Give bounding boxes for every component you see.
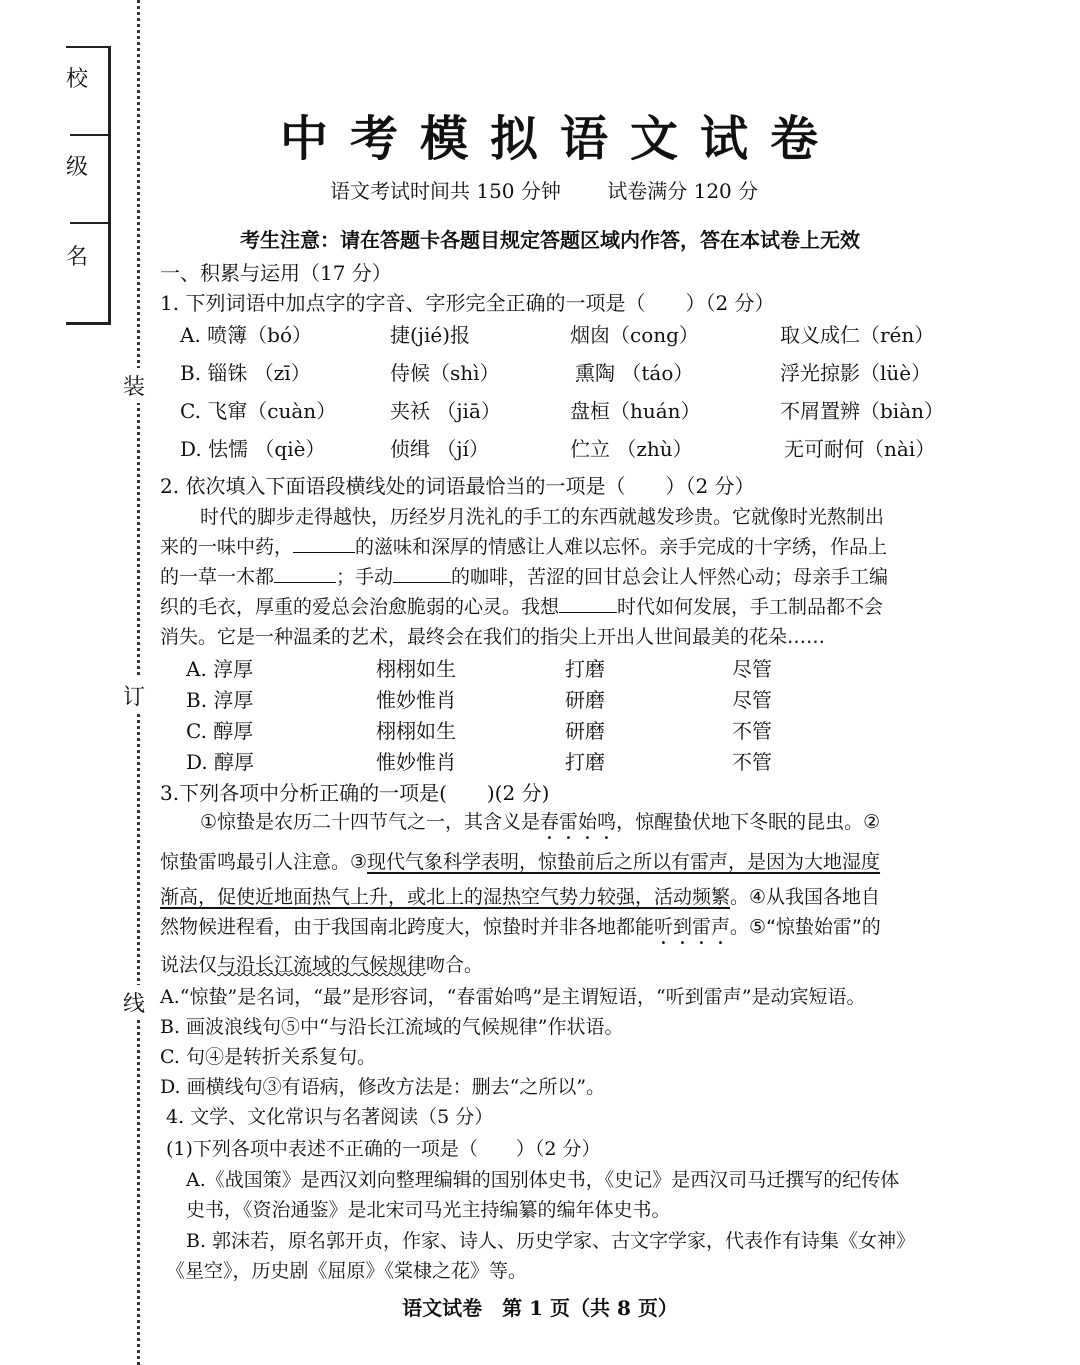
- q4-option-a-line: 史书，《资治通鉴》是北宋司马光主持编纂的编年体史书。: [186, 1199, 671, 1221]
- q3-text: 惊蛰雷鸣最引人注意。③: [160, 851, 368, 873]
- q2-option-a-1: A. 淳厚: [186, 657, 254, 681]
- q4-sub1-stem: (1)下列各项中表述不正确的一项是（ ）（2 分）: [166, 1138, 601, 1160]
- q3-passage-line: [160, 847, 880, 874]
- q3-option-c: C. 句④是转折关系复句。: [160, 1046, 376, 1068]
- q2-option-c-1: C. 醇厚: [186, 719, 254, 743]
- q3-text: 然物候进程看，由于我国南北跨度大，惊蛰时并非各地都能: [160, 916, 655, 938]
- q2-text: 的滋味和深厚的情感让人难以忘怀。亲手完成的十字绣，作品上: [355, 536, 888, 558]
- q3-underlined-sentence: 渐高，促使近地面热气上升，或北上的湿热空气势力较强，活动频繁: [160, 886, 731, 908]
- q2-text: 来的一味中药，: [160, 536, 294, 558]
- exam-notice: 考生注意：请在答题卡各题目规定答题区域内作答，答在本试卷上无效: [240, 228, 860, 252]
- q2-option-b-3: 研磨: [565, 688, 605, 712]
- q2-passage-line: [160, 532, 887, 559]
- q2-option-b-1: B. 淳厚: [186, 688, 254, 712]
- q1-option-c-2: 夹袄 （jiā）: [390, 399, 501, 423]
- q1-option-d-1: D. 怯懦 （qiè）: [180, 437, 326, 461]
- q3-text: 。④从我国各地自: [730, 886, 881, 908]
- q3-option-b: B. 画波浪线句⑤中“与沿长江流域的气候规律”作状语。: [160, 1016, 624, 1038]
- q3-wavy-phrase: 与沿长江流域的气候规律: [217, 954, 427, 976]
- q2-text: 的一草一木都: [160, 566, 275, 588]
- binding-char-ding: 订: [123, 678, 145, 713]
- exam-subtitle: [330, 175, 798, 204]
- q2-text: 织的毛衣，厚重的爱总会治愈脆弱的心灵。我想: [160, 596, 560, 618]
- q3-text: 。⑤“惊蛰始雷”的: [730, 916, 881, 938]
- q2-text: 时代如何发展，手工制品都不会: [617, 596, 884, 618]
- q2-option-d-4: 不管: [732, 750, 772, 774]
- q2-text: ；手动: [336, 566, 394, 588]
- q3-passage-line: [160, 950, 483, 977]
- q3-passage-line: [200, 807, 880, 844]
- school-label: 校: [66, 67, 89, 92]
- q3-text: ①惊蛰是农历二十四节气之一，其含义是: [200, 811, 541, 833]
- q3-text: 说法仅: [160, 954, 218, 976]
- q2-option-d-3: 打磨: [565, 750, 605, 774]
- q1-option-d-2: 侦缉 （jí）: [390, 437, 489, 461]
- q3-stem: 3.下列各项中分析正确的一项是( )(2 分): [160, 781, 550, 805]
- info-divider: [70, 222, 108, 224]
- q1-option-b-1: B. 锱铢 （zī）: [180, 361, 311, 385]
- q2-option-d-2: 惟妙惟肖: [376, 750, 456, 774]
- q1-option-a-4: 取义成仁（rén）: [780, 323, 935, 347]
- q1-option-a-1: A. 喷簿（bó）: [180, 323, 313, 347]
- q3-dotted-phrase: 听到雷声: [654, 916, 731, 938]
- exam-time: 语文考试时间共 150 分钟: [330, 179, 561, 203]
- q4-option-b-line: B. 郭沫若，原名郭开贞，作家、诗人、历史学家、古文字学家，代表作有诗集《女神》: [186, 1230, 916, 1252]
- q2-option-a-2: 栩栩如生: [376, 657, 456, 681]
- page-footer: 语文试卷 第 1 页（共 8 页）: [402, 1296, 678, 1320]
- q1-option-b-3: 熏陶 （táo）: [575, 361, 694, 385]
- exam-score: 试卷满分 120 分: [607, 179, 759, 203]
- q1-option-d-4: 无可耐何（nài）: [784, 437, 936, 461]
- q1-option-b-2: 侍候（shì）: [390, 361, 500, 385]
- q2-option-c-3: 研磨: [565, 719, 605, 743]
- q1-option-c-3: 盘桓（huán）: [570, 399, 701, 423]
- q2-text: 的咖啡，苦涩的回甘总会让人怦然心动；母亲手工编: [451, 566, 889, 588]
- q2-option-d-1: D. 醇厚: [186, 750, 255, 774]
- fill-blank: [393, 582, 451, 583]
- q2-option-c-4: 不管: [732, 719, 772, 743]
- q2-passage-line: 消失。它是一种温柔的艺术，最终会在我们的指尖上开出人世间最美的花朵……: [160, 626, 826, 648]
- q2-option-c-2: 栩栩如生: [376, 719, 456, 743]
- q2-option-a-3: 打磨: [565, 657, 605, 681]
- q4-stem: 4. 文学、文化常识与名著阅读（5 分）: [166, 1106, 494, 1128]
- q3-option-a: A.“惊蛰”是名词，“最”是形容词，“春雷始鸣”是主谓短语，“听到雷声”是动宾短语。: [160, 986, 866, 1008]
- q4-option-b-line: 《星空》，历史剧《屈原》《棠棣之花》等。: [166, 1260, 528, 1282]
- q2-passage-line: [160, 592, 883, 619]
- q1-option-a-2: 捷(jié)报: [390, 323, 471, 347]
- fill-blank: [559, 612, 617, 613]
- q3-underlined-sentence: 现代气象科学表明，惊蛰前后之所以有雷声，是因为大地湿度: [367, 851, 881, 873]
- q4-option-a-line: A.《战国策》是西汉刘向整理编辑的国别体史书，《史记》是西汉司马迁撰写的纪传体: [186, 1169, 900, 1191]
- q2-option-a-4: 尽管: [732, 657, 772, 681]
- q2-stem: 2. 依次填入下面语段横线处的词语最恰当的一项是（ ）（2 分）: [160, 474, 755, 498]
- q2-passage-line: [160, 562, 888, 589]
- binding-char-xian: 线: [123, 985, 145, 1020]
- name-label: 名: [66, 245, 89, 270]
- q3-dotted-phrase: 春雷始鸣: [540, 811, 617, 833]
- q2-passage-line: 时代的脚步走得越快，历经岁月洗礼的手工的东西就越发珍贵。它就像时光熬制出: [200, 506, 885, 528]
- q3-text: 吻合。: [426, 954, 484, 976]
- binding-char-zhuang: 装: [123, 368, 145, 403]
- q1-option-b-4: 浮光掠影（lüè）: [780, 361, 932, 385]
- q3-passage-line: [160, 882, 880, 909]
- class-label: 级: [66, 155, 89, 180]
- fill-blank: [274, 582, 336, 583]
- section-title: 一、积累与运用（17 分）: [160, 261, 392, 285]
- fill-blank: [293, 552, 355, 553]
- q1-option-d-3: 伫立 （zhù）: [570, 437, 693, 461]
- q1-stem: 1. 下列词语中加点字的字音、字形完全正确的一项是（ ）（2 分）: [160, 291, 775, 315]
- q1-option-c-1: C. 飞窜（cuàn）: [180, 399, 337, 423]
- q1-option-a-3: 烟囱（cong）: [570, 323, 699, 347]
- q1-option-c-4: 不屑置辨（biàn）: [780, 399, 945, 423]
- q3-option-d: D. 画横线句③有语病，修改方法是：删去“之所以”。: [160, 1076, 606, 1098]
- q2-option-b-4: 尽管: [732, 688, 772, 712]
- q3-passage-line: [160, 912, 881, 949]
- q2-option-b-2: 惟妙惟肖: [376, 688, 456, 712]
- exam-title: 中考模拟语文试卷: [279, 111, 840, 167]
- q3-text: ，惊醒蛰伏地下冬眠的昆虫。②: [616, 811, 881, 833]
